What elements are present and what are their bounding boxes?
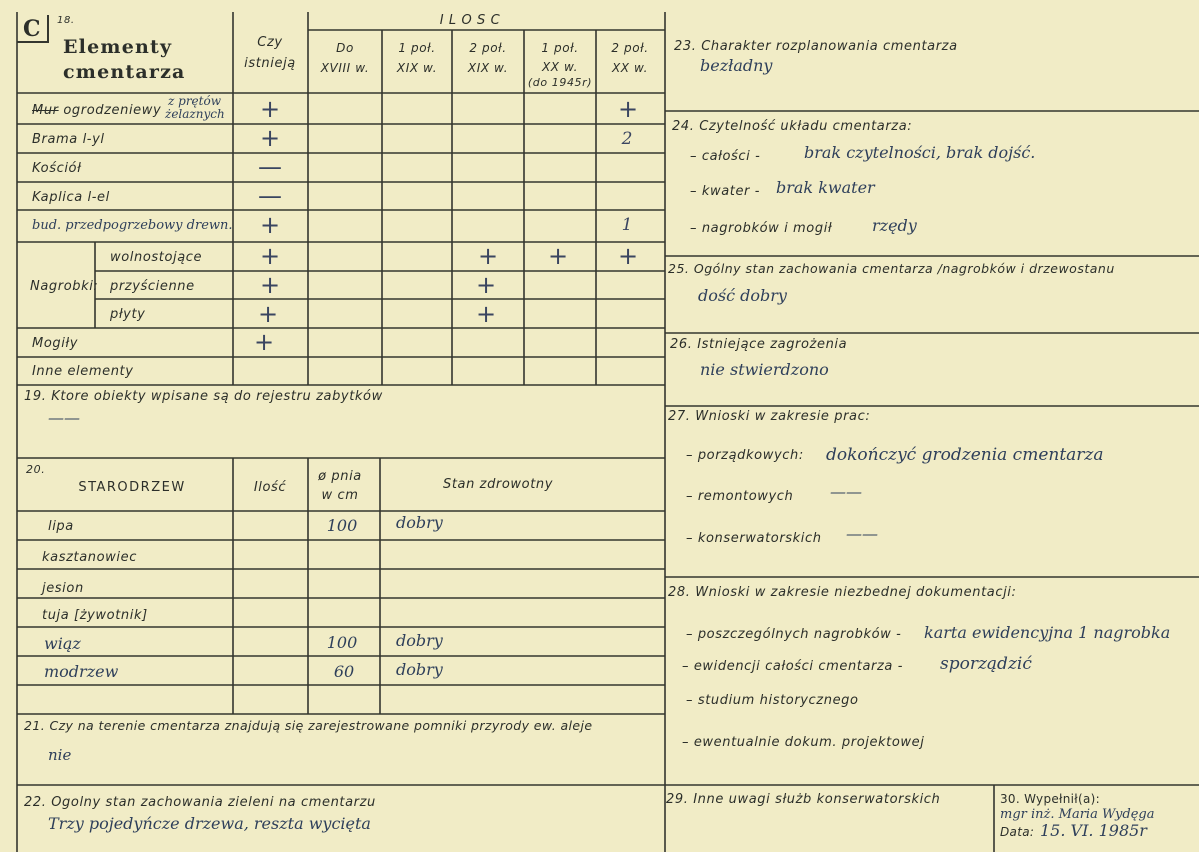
mark-mur-czy: + [259, 95, 281, 123]
period2-l1: 1 poł. [398, 41, 436, 55]
mark-budynek-czy: + [259, 211, 281, 239]
mark-plyty-czy: + [257, 300, 279, 328]
q27-b-label: – remontowych [686, 489, 794, 504]
q27-a-label: – porządkowych: [686, 448, 804, 463]
q26-label: 26. Istniejące zagrożenia [670, 337, 848, 352]
tree-name-2: kasztanowiec [42, 550, 137, 565]
tree-name-6: modrzew [44, 662, 119, 681]
period2-l2: XIX w. [396, 61, 438, 75]
q24-c-answer: rzędy [872, 216, 917, 235]
q28-d-label: – ewentualnie dokum. projektowej [682, 735, 925, 750]
period5-l2: XX w. [611, 61, 649, 75]
q27-label: 27. Wnioski w zakresie prac: [668, 409, 871, 424]
q28-a-label: – poszczególnych nagrobków - [686, 627, 902, 642]
mark-brama-2polxx: 2 [621, 129, 633, 149]
row-mur [32, 104, 161, 117]
mark-kaplica-czy: — [258, 182, 282, 210]
q28-b-answer: sporządzić [940, 654, 1032, 674]
mark-wolnostojace-2polxix: + [477, 242, 499, 270]
row-wolnostojace: wolnostojące [110, 250, 203, 265]
ilosc-header: I L O S C [439, 13, 501, 28]
q21-label: 21. Czy na terenie cmentarza znajdują się zarejestrowane pomniki przyrody ew. aleje [24, 718, 593, 733]
mark-przyscienne-2polxix: + [475, 271, 497, 299]
q30-label: 30. Wypełnił(a): [1000, 792, 1100, 806]
tree-name-3: jesion [42, 581, 84, 596]
mark-przyscienne-czy: + [259, 271, 281, 299]
col-czy-line1: Czy [257, 35, 283, 50]
q28-b-label: – ewidencji całości cmentarza - [682, 659, 904, 674]
q21-answer: nie [48, 746, 72, 764]
corner-number: 18. [57, 15, 75, 26]
q24-label: 24. Czytelność układu cmentarza: [672, 119, 913, 134]
mark-budynek-2polxx: 1 [621, 215, 633, 235]
row-plyty: płyty [110, 307, 146, 322]
row-mogily: Mogiły [32, 336, 79, 351]
q29-label: 29. Inne uwagi służb konserwatorskich [666, 792, 941, 807]
q23-answer: bezładny [700, 56, 773, 75]
row-inne: Inne elementy [32, 364, 134, 379]
q23-label: 23. Charakter rozplanowania cmentarza [674, 39, 958, 54]
row-nagrobki: Nagrobki: [30, 279, 99, 294]
col-ilosc: Ilość [253, 480, 287, 495]
q22-label: 22. Ogolny stan zachowania zieleni na cmentarzu [24, 795, 376, 810]
period4-l3: (do 1945r) [527, 76, 593, 89]
mur-note-line2: żelaznych [165, 107, 225, 121]
q22-answer: Trzy pojedyńcze drzewa, reszta wycięta [48, 814, 371, 833]
q19-label: 19. Ktore obiekty wpisane są do rejestru zabytków [24, 389, 383, 404]
row-przyscienne: przyścienne [110, 279, 195, 294]
starodrzew-title: STARODRZEW [78, 480, 186, 495]
tree-pnia-1: 100 [326, 516, 358, 535]
mark-kosciol-czy: — [258, 153, 282, 181]
row-brama: Brama l-yl [32, 132, 105, 147]
row-budynek: bud. przedpogrzebowy drewn. [32, 218, 233, 233]
mur-note-line1: z prętów [168, 94, 221, 108]
q28-a-answer: karta ewidencyjna 1 nagrobka [924, 623, 1171, 642]
col-stan: Stan zdrowotny [442, 477, 554, 492]
q24-a-answer: brak czytelności, brak dojść. [804, 143, 1036, 162]
q24-a-label: – całości - [690, 149, 761, 164]
col-pnia-line1: ø pnia [318, 469, 362, 484]
q25-label: 25. Ogólny stan zachowania cmentarza /nagrobków i drzewostanu [668, 261, 1115, 276]
tree-stan-5: dobry [396, 631, 443, 650]
tree-name-4: tuja [żywotnik] [42, 608, 148, 623]
tree-stan-6: dobry [396, 660, 443, 679]
col-pnia-line2: w cm [321, 488, 359, 503]
tree-name-1: lipa [48, 519, 74, 534]
period1-l2: XVIII w. [320, 61, 370, 75]
q28-c-label: – studium historycznego [686, 693, 859, 708]
period3-l2: XIX w. [467, 61, 509, 75]
tree-pnia-5: 100 [326, 633, 358, 652]
q19-answer: —— [48, 408, 80, 427]
q24-b-answer: brak kwater [776, 178, 875, 197]
mark-wolnostojace-1polxx: + [547, 242, 569, 270]
q30-name: mgr inż. Maria Wydęga [1000, 807, 1155, 822]
title-line1: Elementy [63, 36, 173, 58]
q30-date: 15. VI. 1985r [1040, 821, 1147, 840]
tree-name-5: wiąz [44, 634, 81, 653]
q30-date-label: Data: [1000, 825, 1035, 839]
q24-b-label: – kwater - [690, 184, 761, 199]
corner-letter: C [23, 16, 41, 42]
q27-c-label: – konserwatorskich [686, 531, 822, 546]
mark-mogily-czy: + [253, 328, 275, 356]
period3-l1: 2 poł. [469, 41, 507, 55]
mark-wolnostojace-czy: + [259, 242, 281, 270]
period5-l1: 2 poł. [611, 41, 649, 55]
row-mur-label: ogrodzeniewy [63, 103, 162, 118]
q27-c-answer: —— [846, 524, 878, 543]
q27-b-answer: —— [830, 482, 862, 501]
q24-c-label: – nagrobków i mogił [690, 221, 833, 236]
period4-l2: XX w. [541, 60, 579, 74]
mark-mur-2polxx: + [617, 95, 639, 123]
mark-brama-czy: + [259, 124, 281, 152]
period1-l1: Do [336, 41, 354, 55]
row-kosciol: Kościół [32, 161, 82, 176]
starodrzew-num: 20. [26, 463, 46, 476]
row-kaplica: Kaplica l-el [32, 190, 110, 205]
tree-pnia-6: 60 [333, 662, 355, 681]
tree-stan-1: dobry [396, 513, 443, 532]
col-czy-line2: istnieją [244, 56, 296, 71]
q27-a-answer: dokończyć grodzenia cmentarza [826, 445, 1104, 465]
mark-plyty-2polxix: + [475, 300, 497, 328]
q26-answer: nie stwierdzono [700, 360, 829, 379]
q25-answer: dość dobry [698, 286, 787, 305]
period4-l1: 1 poł. [541, 41, 579, 55]
title-line2: cmentarza [63, 61, 186, 83]
row-mur-struck: Mur [32, 103, 59, 118]
q28-label: 28. Wnioski w zakresie niezbednej dokumentacji: [668, 585, 1017, 600]
mark-wolnostojace-2polxx: + [617, 242, 639, 270]
